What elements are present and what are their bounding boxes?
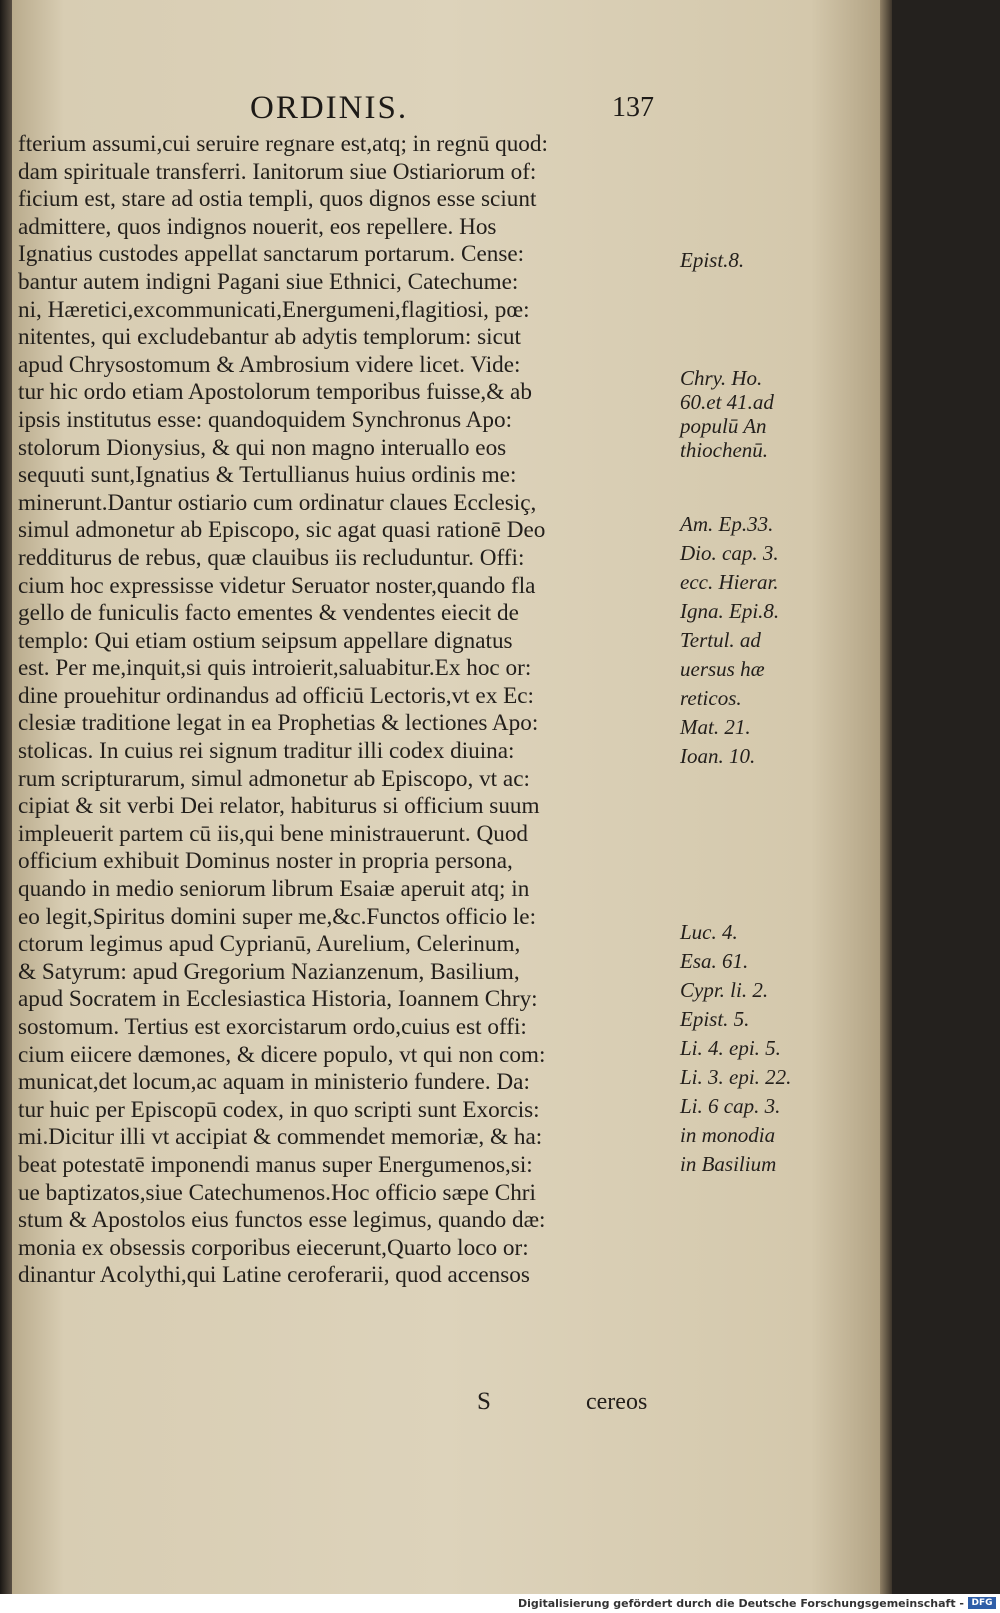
- body-text-line: ue baptizatos,siue Catechumenos.Hoc officio sæpe Chri: [18, 1179, 536, 1206]
- marginal-note: Cypr. li. 2.: [680, 978, 769, 1002]
- body-text-line: Ignatius custodes appellat sanctarum portarum. Cense:: [18, 241, 525, 268]
- marginal-note: ecc. Hierar.: [680, 570, 779, 594]
- marginal-note: Am. Ep.33.: [680, 512, 774, 536]
- body-text-line: stolicas. In cuius rei signum traditur illi codex diuina:: [18, 738, 515, 765]
- body-text-line: sequuti sunt,Ignatius & Tertullianus huius ordinis me:: [18, 462, 517, 489]
- marginal-note: Li. 4. epi. 5.: [680, 1036, 781, 1060]
- body-text-line: dam spirituale transferri. Ianitorum siue Ostiariorum of:: [18, 158, 537, 185]
- book-page: [12, 0, 880, 1594]
- body-text-line: ctorum legimus apud Cyprianū, Aurelium, Celerinum,: [18, 931, 521, 958]
- marginal-note: Tertul. ad: [680, 628, 761, 652]
- body-text-line: ipsis institutus esse: quandoquidem Synchronus Apo:: [18, 406, 513, 433]
- body-text-line: tur hic ordo etiam Apostolorum temporibus fuisse,& ab: [18, 379, 532, 406]
- marginal-note: reticos.: [680, 686, 742, 710]
- marginal-note: Ioan. 10.: [680, 744, 756, 768]
- body-text-line: dine prouehitur ordinandus ad officiū Lectoris,vt ex Ec:: [18, 682, 534, 709]
- body-text-line: simul admonetur ab Episcopo, sic agat quasi rationē Deo: [18, 517, 546, 544]
- body-text-line: monia ex obsessis corporibus eiecerunt,Quarto loco or:: [18, 1234, 529, 1261]
- marginal-note: Epist.8.: [680, 248, 745, 272]
- body-text-line: eo legit,Spiritus domini super me,&c.Functos officio le:: [18, 903, 537, 930]
- book-gutter: [0, 0, 12, 1594]
- marginal-note-group-c: [680, 510, 832, 771]
- footer-credit: Digitalisierung gefördert durch die Deutsche Forschungsgemeinschaft -: [517, 1597, 964, 1610]
- body-text-line: officium exhibuit Dominus noster in propria persona,: [18, 848, 513, 875]
- body-text-line: municat,det locum,ac aquam in ministerio fundere. Da:: [18, 1069, 530, 1096]
- body-text-line: beat potestatē imponendi manus super Energumenos,si:: [18, 1151, 533, 1178]
- body-text-line: bantur autem indigni Pagani siue Ethnici, Catechume:: [18, 268, 519, 295]
- page-number: 137: [612, 92, 654, 123]
- body-text-block: [18, 131, 678, 1290]
- body-text-line: cipiat & sit verbi Dei relator, habiturus si officium suum: [18, 793, 540, 820]
- body-text-line: templo: Qui etiam ostium seipsum appellare dignatus: [18, 627, 513, 654]
- body-text-line: nitentes, qui excludebantur ab adytis templorum: sicut: [18, 324, 521, 351]
- body-text-line: & Satyrum: apud Gregorium Nazianzenum, Basilium,: [18, 958, 520, 985]
- body-text-line: stum & Apostolos eius functos esse legimus, quando dæ:: [18, 1207, 546, 1234]
- page-edge-shadow: [880, 0, 892, 1594]
- marginal-note: Dio. cap. 3.: [680, 541, 779, 565]
- marginal-note: Mat. 21.: [680, 715, 751, 739]
- marginal-note: Li. 6 cap. 3.: [680, 1094, 781, 1118]
- body-text-line: minerunt.Dantur ostiario cum ordinatur claues Ecclesiç,: [18, 489, 537, 516]
- marginal-note: thiochenū.: [680, 438, 769, 462]
- catchword: cereos: [586, 1389, 648, 1415]
- marginal-note: Luc. 4.: [680, 920, 738, 944]
- marginal-note: Chry. Ho.: [680, 366, 763, 390]
- body-text-line: est. Per me,inquit,si quis introierit,saluabitur.Ex hoc or:: [18, 655, 532, 682]
- body-text-line: mi.Dicitur illi vt accipiat & commendet memoriæ, & ha:: [18, 1124, 543, 1151]
- body-text-line: stolorum Dionysius, & qui non magno interuallo eos: [18, 434, 507, 461]
- body-text-line: admittere, quos indignos nouerit, eos repellere. Hos: [18, 213, 497, 240]
- marginal-note: Igna. Epi.8.: [680, 599, 780, 623]
- marginal-note: Epist. 5.: [680, 1007, 750, 1031]
- body-text-line: rum scripturarum, simul admonetur ab Episcopo, vt ac:: [18, 765, 530, 792]
- body-text-line: quando in medio seniorum librum Esaiæ aperuit atq; in: [18, 876, 530, 903]
- body-text-line: redditurus de rebus, quæ clauibus iis recluduntur. Offi:: [18, 544, 525, 571]
- body-text-line: ficium est, stare ad ostia templi, quos dignos esse sciunt: [18, 186, 537, 213]
- signature-mark: S: [477, 1388, 491, 1415]
- marginal-note: in Basilium: [680, 1152, 777, 1176]
- body-text-line: clesiæ traditione legat in ea Prophetias & lectiones Apo:: [18, 710, 539, 737]
- marginal-note-group-d: [680, 918, 832, 1179]
- body-text-line: impleuerit partem cū iis,qui bene ministrauerunt. Quod: [18, 820, 529, 847]
- body-text-line: sostomum. Tertius est exorcistarum ordo,cuius est offi:: [18, 1014, 527, 1040]
- marginal-note: Esa. 61.: [680, 949, 749, 973]
- body-text-line: fterium assumi,cui seruire regnare est,atq; in regnū quod:: [18, 131, 548, 157]
- body-text-line: gello de funiculis facto ementes & vendentes eiecit de: [18, 600, 519, 627]
- marginal-note: in monodia: [680, 1123, 776, 1147]
- body-text-line: apud Chrysostomum & Ambrosium videre licet. Vide:: [18, 351, 521, 378]
- dfg-logo: DFG: [968, 1597, 996, 1609]
- marginal-note: uersus hæ: [680, 657, 765, 681]
- body-text-line: apud Socratem in Ecclesiastica Historia, Ioannem Chry:: [18, 986, 538, 1013]
- body-text-line: cium eiicere dæmones, & dicere populo, vt qui non com:: [18, 1041, 546, 1068]
- marginal-note: 60.et 41.ad: [680, 390, 774, 414]
- marginal-note: populū An: [680, 414, 767, 438]
- marginal-note: Li. 3. epi. 22.: [680, 1065, 792, 1089]
- body-text-line: tur huic per Episcopū codex, in quo scripti sunt Exorcis:: [18, 1096, 540, 1123]
- body-text-line: ni, Hæretici,excommunicati,Energumeni,flagitiosi, pœ:: [18, 296, 530, 323]
- marginal-note-group-a: [680, 248, 832, 272]
- body-text-line: dinantur Acolythi,qui Latine ceroferarii, quod accensos: [18, 1262, 530, 1289]
- running-head-title: ORDINIS.: [250, 90, 409, 126]
- marginal-note-group-b: [680, 366, 832, 462]
- body-text-line: cium hoc expressisse videtur Seruator noster,quando fla: [18, 572, 536, 599]
